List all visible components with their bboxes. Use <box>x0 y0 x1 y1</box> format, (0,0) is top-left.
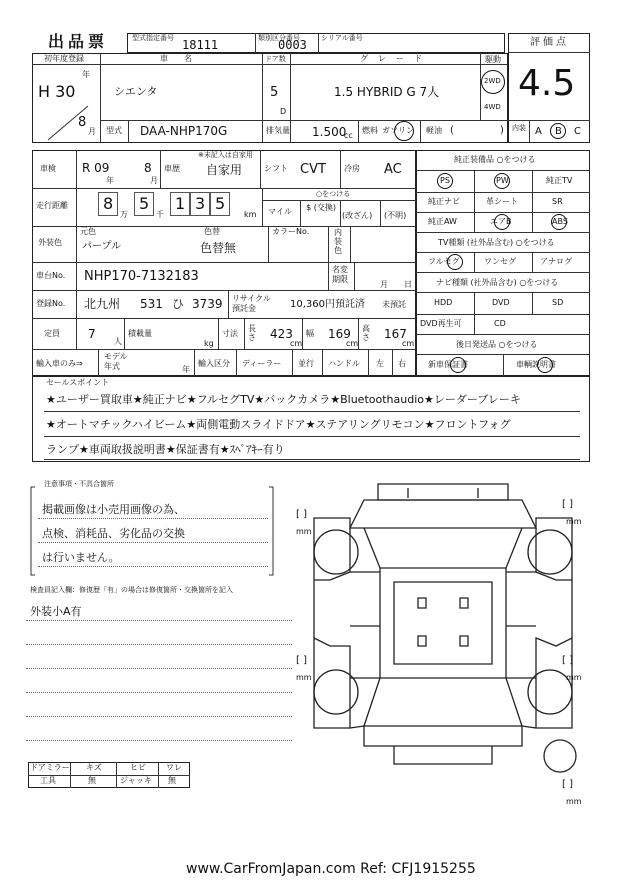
color-change-label: 色替 <box>204 227 220 236</box>
length-unit: cm <box>290 339 303 348</box>
ac-label: 冷房 <box>344 164 360 173</box>
factory-aw: 純正AW <box>428 217 457 226</box>
interior-label: 内装 <box>512 124 526 132</box>
sales-point-line-2: ★オートマチックハイビーム★両側電動スライドドア★ステアリングリモコン★フロントフォグ <box>46 418 511 431</box>
nav-cd: CD <box>494 319 506 328</box>
factory-leather: 革シート <box>486 197 518 206</box>
tv-oneseg: ワンセグ <box>484 257 516 266</box>
color-label: 外装色 <box>38 238 62 247</box>
doors-label: ドア数 <box>265 55 286 63</box>
inspection-label: 車検 <box>40 164 56 173</box>
factory-title: 純正装備品 ○をつける <box>454 155 536 164</box>
inspection-year: R 09 <box>82 161 110 175</box>
grade-label: グレード <box>360 54 432 63</box>
tire-fr-bracket: [ ] <box>562 499 573 510</box>
left-label: 左 <box>376 359 384 368</box>
name-change-month: 月 <box>380 280 388 289</box>
doors-value: 5 <box>270 85 279 100</box>
tv-title: TV種類 (社外品含む) ○をつける <box>438 238 555 247</box>
car-name-label: 車名 <box>160 54 208 63</box>
tire-fl-bracket: [ ] <box>296 509 307 520</box>
import-class-label: 輸入区分 <box>198 359 230 368</box>
recycle-value: 10,360円預託済 <box>290 299 365 310</box>
tv-fullseg: フルセグ <box>428 257 460 266</box>
notes-line-3: は行いません。 <box>42 551 120 564</box>
reg-kana: ひ <box>172 297 185 311</box>
nav-dvd-playback: DVD再生可 <box>420 319 462 328</box>
car-name-value: シエンタ <box>114 85 158 98</box>
inspector-label: 検査員記入欄：修復歴「有」の場合は修復箇所・交換箇所を記入 <box>30 586 233 594</box>
displacement-label: 排気量 <box>266 126 290 135</box>
usage-value: 自家用 <box>206 163 243 177</box>
first-reg-label: 初年度登録 <box>44 54 84 63</box>
month-unit: 月 <box>88 127 96 136</box>
interior-grade-c: C <box>574 126 581 137</box>
footer-watermark: www.CarFromJapan.com Ref: CFJ1915255 <box>186 861 476 877</box>
fuel-value: ガソリン <box>382 126 414 135</box>
sales-point-line-1: ★ユーザー買取車★純正ナビ★フルセグTV★バックカメラ★Bluetoothaudio★レーダーブレーキ <box>46 393 521 406</box>
chassis-label: 車台No. <box>36 271 66 280</box>
car-damage-diagram <box>290 478 600 808</box>
shift-value: CVT <box>300 162 326 177</box>
width-unit: cm <box>346 339 359 348</box>
model-value: DAA-NHP170G <box>140 124 228 138</box>
type-cert-label: 型式指定番号 <box>132 34 174 42</box>
later-warranty: 新車保証書 <box>428 360 468 369</box>
serial-label: シリアル番号 <box>321 34 363 42</box>
tire-fr-unit: mm <box>566 517 582 526</box>
acc-jack-value: 無 <box>168 776 176 785</box>
capacity-value: 7 <box>88 327 96 341</box>
import-year-unit: 年 <box>182 365 190 374</box>
later-title: 後日発送品 ○をつける <box>456 340 538 349</box>
interior-color-label: 内装色 <box>334 228 342 255</box>
inspector-value: 外装小A有 <box>30 605 82 618</box>
dims-label: 寸法 <box>222 329 238 338</box>
color-code-label: カラーNo. <box>272 227 310 236</box>
factory-pw: PW <box>496 176 509 185</box>
mile-option: マイル <box>268 207 292 216</box>
model-label: 型式 <box>106 126 122 135</box>
load-label: 積載量 <box>128 329 152 338</box>
tampered-option: (改ざん) <box>342 211 373 220</box>
drive-4wd: 4WD <box>484 103 501 111</box>
name-change-label: 名変期限 <box>332 265 348 284</box>
mileage-digit-4: 3 <box>195 194 206 213</box>
tv-analog: アナログ <box>540 257 572 266</box>
diesel-paren-close: ) <box>500 125 504 136</box>
nav-sd: SD <box>552 298 564 307</box>
tire-spare-bracket: [ ] <box>562 779 573 790</box>
mileage-man: 万 <box>120 210 128 219</box>
mileage-check-note: ○をつける <box>316 190 351 198</box>
factory-airbag: エアB <box>490 217 512 226</box>
orig-color-value: パープル <box>82 241 122 252</box>
factory-nav: 純正ナビ <box>428 197 460 206</box>
height-label: 高さ <box>362 324 370 342</box>
type-cert-value: 18111 <box>182 38 219 52</box>
class-label: 類別区分番号 <box>258 34 300 42</box>
length-label: 長さ <box>248 324 256 342</box>
score-value: 4.5 <box>518 63 576 104</box>
notes-line-1: 掲載画像は小売用画像の為、 <box>42 503 185 516</box>
displacement-unit: cc <box>344 131 353 140</box>
reg-class: 531 <box>140 297 163 311</box>
acc-jack-label: ジャッキ <box>120 776 152 785</box>
height-value: 167 <box>384 327 407 341</box>
first-reg-year: H 30 <box>38 82 76 101</box>
nav-hdd: HDD <box>434 298 453 307</box>
sales-points-label: セールスポイント <box>46 378 110 387</box>
mileage-digit-5: 5 <box>215 194 226 213</box>
grade-value: 1.5 HYBRID G 7人 <box>334 85 440 99</box>
color-change-value: 色替無 <box>200 241 237 255</box>
acc-header-break: ワレ <box>166 763 182 772</box>
fuel-label: 燃料 <box>362 126 378 135</box>
factory-ps: PS <box>440 176 450 185</box>
inspection-year-unit: 年 <box>106 176 114 185</box>
capacity-unit: 人 <box>114 337 122 346</box>
recycle-unpaid: 未預託 <box>382 300 406 309</box>
acc-header-crack: ヒビ <box>130 763 146 772</box>
usage-note: ※未記入は自家用 <box>198 151 253 159</box>
factory-sr: SR <box>552 197 563 206</box>
mileage-digit-3: 1 <box>175 194 186 213</box>
first-reg-month: 8 <box>78 115 87 130</box>
mileage-digit-2: 5 <box>139 194 150 213</box>
first-reg-diagonal <box>32 64 100 143</box>
tire-rr-unit: mm <box>566 673 582 682</box>
mileage-digit-1: 8 <box>103 194 114 213</box>
doors-suffix: D <box>280 107 287 116</box>
tire-rr-bracket: [ ] <box>562 655 573 666</box>
dealer-label: ディーラー <box>242 359 282 368</box>
reg-region: 北九州 <box>84 297 121 311</box>
acc-tools-label: 工具 <box>40 776 56 785</box>
name-change-day: 日 <box>404 280 412 289</box>
unknown-option: (不明) <box>384 211 407 220</box>
import-label: 輸入車のみ⇒ <box>36 359 83 368</box>
tire-spare-unit: mm <box>566 797 582 806</box>
interior-selected-circle <box>550 123 566 139</box>
mileage-unit: km <box>244 210 257 219</box>
mileage-label: 走行距離 <box>36 201 68 210</box>
inspection-month: 8 <box>144 161 152 175</box>
exchange-option: $ (交換) <box>306 203 336 212</box>
acc-header-mirror: ドアミラー <box>30 763 70 772</box>
nav-title: ナビ種類 (社外品含む) ○をつける <box>436 278 559 287</box>
factory-tv: 純正TV <box>546 176 573 185</box>
factory-abs: ABS <box>552 217 568 226</box>
tire-rl-unit: mm <box>296 673 312 682</box>
orig-color-label: 元色 <box>80 227 96 236</box>
capacity-label: 定員 <box>44 329 60 338</box>
height-unit: cm <box>402 339 415 348</box>
tire-rl-bracket: [ ] <box>296 655 307 666</box>
acc-header-scratch: キズ <box>86 763 102 772</box>
acc-tools-value: 無 <box>88 776 96 785</box>
reg-number: 3739 <box>192 297 223 311</box>
length-value: 423 <box>270 327 293 341</box>
right-label: 右 <box>398 359 406 368</box>
handle-label: ハンドル <box>328 359 360 368</box>
sheet-title: 出品票 <box>48 32 109 51</box>
notes-line-2: 点検、消耗品、劣化品の交換 <box>42 527 185 540</box>
drive-label: 駆動 <box>485 55 501 64</box>
interior-grade-b: B <box>555 126 562 137</box>
ac-value: AC <box>384 162 402 177</box>
year-unit: 年 <box>82 70 90 79</box>
recycle-label: リサイクル預託金 <box>232 294 271 313</box>
interior-grade-a: A <box>535 126 542 137</box>
diesel-paren-open: ( <box>450 125 454 136</box>
diesel-label: 軽油 <box>426 126 442 135</box>
displacement-value: 1.500 <box>312 125 347 139</box>
width-label: 幅 <box>306 329 314 338</box>
sales-point-line-3: ランプ★車両取扱説明書★保証書有★ｽﾍﾟｱｷｰ有り <box>46 443 285 456</box>
chassis-value: NHP170-7132183 <box>84 269 199 284</box>
parallel-label: 並行 <box>298 359 314 368</box>
class-value: 0003 <box>278 38 307 52</box>
drive-2wd: 2WD <box>484 77 501 85</box>
tire-fl-unit: mm <box>296 527 312 536</box>
later-manual: 車輌説明書 <box>516 360 556 369</box>
model-year-label: モデル年式 <box>104 352 128 371</box>
usage-label: 車歴 <box>164 164 180 173</box>
width-value: 169 <box>328 327 351 341</box>
reg-label: 登録No. <box>36 299 66 308</box>
notes-title: 注意事項・不具合箇所 <box>44 480 114 488</box>
load-unit: kg <box>204 339 214 348</box>
nav-dvd: DVD <box>492 298 510 307</box>
shift-label: シフト <box>264 164 288 173</box>
inspection-month-unit: 月 <box>150 176 158 185</box>
fuel-selected-circle <box>394 121 414 141</box>
mileage-sen: 千 <box>156 210 164 219</box>
score-label: 評価点 <box>530 37 569 48</box>
